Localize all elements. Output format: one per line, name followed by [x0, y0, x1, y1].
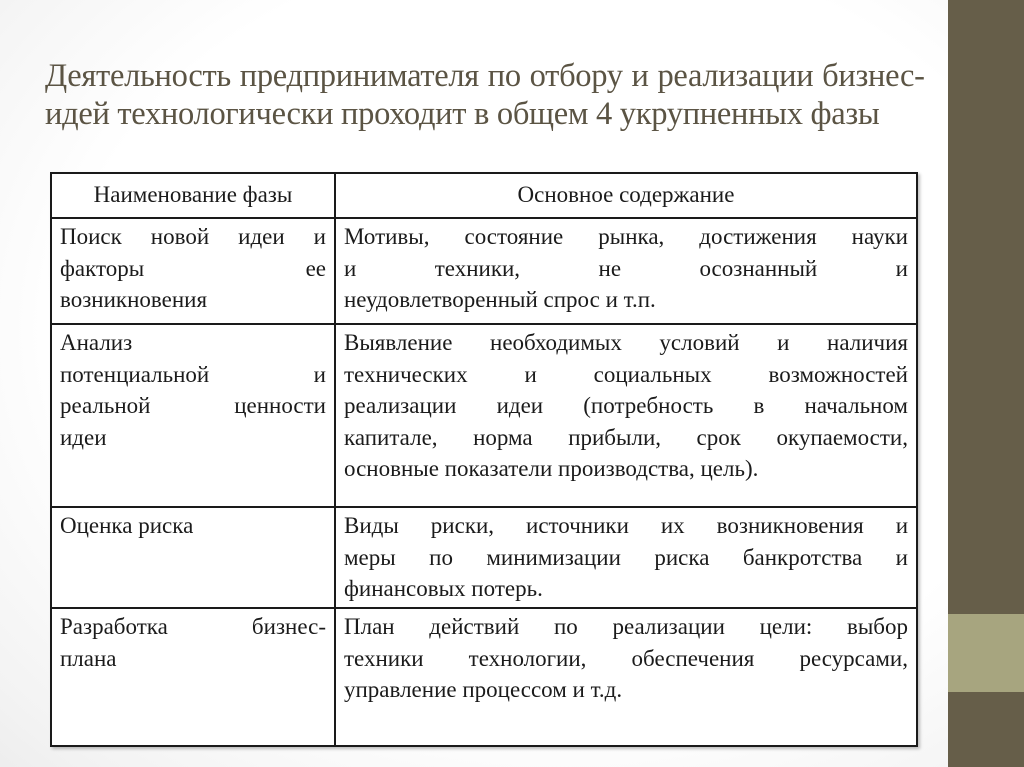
cell-text-line: плана [60, 645, 117, 671]
slide-title [45, 57, 935, 133]
cell-text-line: основные показатели производства, цель). [344, 456, 759, 481]
phases-table [50, 172, 918, 747]
cell-text-line: идеи [60, 424, 107, 450]
phase-content-cell [335, 507, 917, 608]
phase-name-cell [51, 324, 335, 507]
phase-content-cell [335, 324, 917, 507]
phase-name-cell [51, 218, 335, 324]
phase-content-cell [335, 608, 917, 746]
phase-content-cell [335, 218, 917, 324]
cell-text-line: Анализ [60, 330, 133, 355]
cell-text-line: меры по минимизации риска банкротства и [344, 544, 908, 570]
table-row [51, 324, 917, 507]
cell-text-line: неудовлетворенный спрос и т.п. [344, 287, 656, 312]
phase-name-cell [51, 507, 335, 608]
table-row [51, 608, 917, 746]
cell-text-line: факторы ее [60, 255, 326, 281]
table-header-row [51, 173, 917, 218]
header-phase-name: Наименование фазы [51, 173, 335, 218]
cell-text-line: и техники, не осознанный и [344, 255, 908, 281]
cell-text-line: технических и социальных возможностей [344, 361, 908, 387]
decorative-side-band-accent [948, 614, 1024, 692]
cell-text-line: Оценка риска [60, 513, 194, 538]
cell-text-line: возникновения [60, 287, 208, 312]
phase-name-cell [51, 608, 335, 746]
cell-text-line: Поиск новой идеи и [60, 224, 326, 249]
cell-text-line: Выявление необходимых условий и наличия [344, 330, 908, 355]
header-main-content: Основное содержание [335, 173, 917, 218]
cell-text-line: финансовых потерь. [344, 576, 543, 601]
title-line-2: идей технологически проходит в общем 4 укрупненных фазы [45, 96, 880, 132]
cell-text-line: управление процессом и т.д. [344, 677, 623, 702]
cell-text-line: реальной ценности [60, 393, 326, 418]
table-row [51, 218, 917, 324]
cell-text-line: потенциальной и [60, 361, 326, 387]
title-line-1: Деятельность предпринимателя по отбору и реализации бизнес- [45, 58, 925, 94]
cell-text-line: техники технологии, обеспечения ресурсами, [344, 645, 908, 671]
cell-text-line: Разработка бизнес- [60, 614, 326, 639]
cell-text-line: Виды риски, источники их возникновения и [344, 513, 908, 538]
cell-text-line: капитале, норма прибыли, срок окупаемости, [344, 424, 908, 450]
cell-text-line: реализации идеи (потребность в начальном [344, 393, 908, 418]
cell-text-line: План действий по реализации цели: выбор [344, 614, 908, 639]
table-row [51, 507, 917, 608]
cell-text-line: Мотивы, состояние рынка, достижения науки [344, 224, 908, 249]
